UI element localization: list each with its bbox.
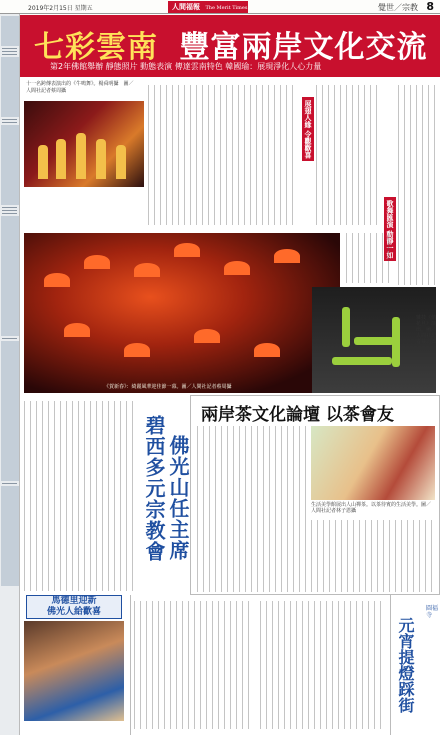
section-label: 覺世／宗教 [378, 3, 418, 12]
fan-prop [254, 343, 280, 357]
tea-photo-caption: 生活美學館展出人山禪茶。以茶待賓的生活美學。圖／人間社記者林子恩攝 [311, 502, 432, 514]
dancer-figure [116, 145, 126, 179]
logo-text: 人間福報 [172, 2, 200, 11]
madrid-title-line-1: 馬德里迎新 [51, 596, 97, 606]
ad-line [2, 483, 17, 484]
column-divider [190, 395, 191, 595]
article-body-text [148, 85, 298, 225]
ad-block [1, 125, 19, 205]
bottom-text-columns [130, 595, 390, 735]
large-photo-caption: 《賀新春》：綺麗風華迎佳節一幕。圖／人間社記者蔡周攝 [104, 384, 232, 390]
madrid-article [20, 595, 130, 735]
ad-line [2, 210, 17, 211]
vertical-headline-2: 佛光山任主席 [166, 435, 190, 561]
fan-prop [124, 343, 150, 357]
dance-photo-small [24, 101, 144, 187]
article-body-text [346, 233, 394, 283]
acrobatics-caption: 雜技《俏花旦》演出。圖／人間社記者蔡周攝 [416, 315, 437, 345]
article-body-text [316, 85, 380, 225]
newspaper-logo [168, 1, 248, 13]
ad-line [2, 54, 17, 55]
dancer-figure [76, 133, 86, 179]
madrid-group-photo [24, 621, 124, 721]
issue-date: 2019年2月15日 星期五 [28, 5, 93, 12]
acrobat-figure [342, 307, 350, 347]
fan-prop [224, 261, 250, 275]
ad-line [2, 48, 17, 49]
ad-block [1, 341, 19, 481]
ad-line [2, 51, 17, 52]
headline-banner [20, 15, 440, 77]
fan-prop [44, 273, 70, 287]
ad-line [2, 119, 17, 120]
headline-part-b: 豐富兩岸文化交流 [179, 30, 428, 65]
dancer-figure [38, 145, 48, 179]
article-body-text [134, 601, 254, 729]
fan-prop [194, 329, 220, 343]
left-ad-strip [0, 14, 20, 735]
column-divider [130, 595, 131, 735]
article-body-text [260, 601, 384, 729]
ad-block [1, 486, 19, 586]
vertical-headline-1: 碧西多元宗教會 [142, 415, 166, 562]
main-article [20, 77, 440, 395]
fan-prop [64, 323, 90, 337]
lantern-headline: 元宵提燈踩街 [396, 617, 415, 713]
page-number: 8 [426, 0, 434, 13]
ad-line [2, 207, 17, 208]
logo-en-text: The Merit Times [205, 5, 248, 11]
fan-prop [134, 263, 160, 277]
ad-line [2, 122, 17, 123]
lantern-article [390, 595, 440, 735]
subheadline: 第2年佛館舉辦 靜態照片 動態表演 傳達雲南特色 韓國瑜：展現淨化人心力量 [50, 62, 322, 71]
dancer-figure [56, 139, 66, 179]
dancer-figure [96, 139, 106, 179]
tea-headline: 兩岸茶文化論壇 以茶會友 [201, 405, 394, 425]
article-body-text [311, 520, 435, 592]
acrobat-figure [332, 357, 392, 365]
acrobat-figure [392, 317, 400, 367]
headline-part-a: 七彩雲南 [34, 30, 158, 65]
article-body-text [197, 426, 307, 592]
ad-block [1, 216, 19, 336]
ad-block [1, 57, 19, 117]
acrobat-figure [354, 337, 394, 345]
fan-prop [274, 249, 300, 263]
article-body-text [398, 85, 436, 285]
fan-prop [84, 255, 110, 269]
religion-conference-article [20, 395, 190, 595]
column-divider [390, 595, 391, 735]
fan-prop [174, 243, 200, 257]
ad-line [2, 338, 17, 339]
ad-line [2, 213, 17, 214]
article-body-text [24, 401, 136, 591]
madrid-title-line-2: 佛光人給歡喜 [46, 607, 101, 617]
temple-tag: 圓福寺 [426, 605, 439, 619]
small-photo-caption: 十一名跨傳表演出的《牛鳴舞》。楊舜明攝 圖／人間社記者蔡周攝 [26, 81, 134, 94]
section-tag-1: 展翅人緣 令觀歡喜 [302, 97, 314, 161]
main-headline [34, 22, 434, 66]
ad-block [1, 16, 19, 46]
tea-ceremony-photo [311, 426, 435, 500]
masthead [0, 0, 440, 14]
madrid-title-box [26, 595, 122, 619]
section-tag-2: 歌舞匯演 動靜一如 [384, 197, 396, 261]
performance-photo-large [24, 233, 340, 393]
tea-forum-article [190, 395, 440, 595]
